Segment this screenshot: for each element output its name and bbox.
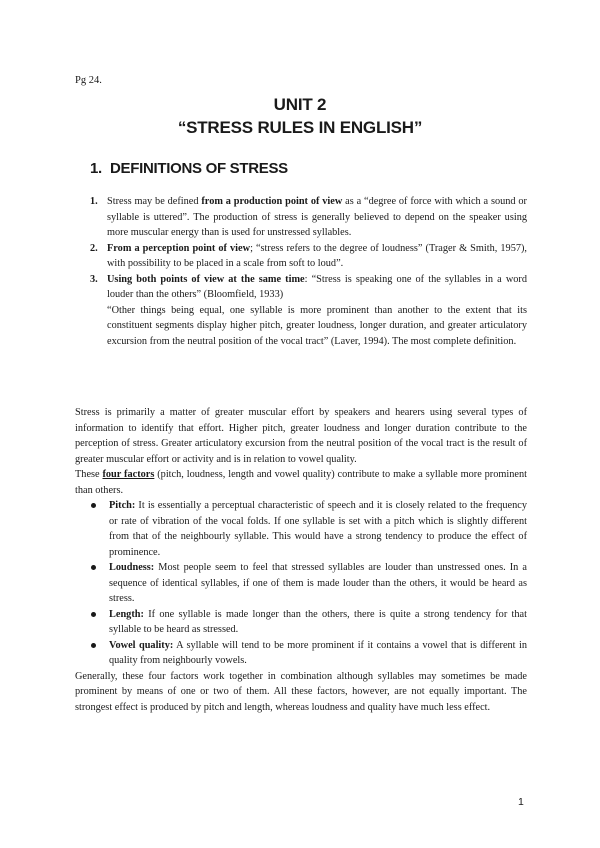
paragraph-stress-effort: Stress is primarily a matter of greater muscular effort by speakers and hearers using several types of information to identify that effort. Higher pitch, greater loudness and longer duration contribute to the perception of stress. Greater articulatory excursion from the neutral position of the vocal tract is the result of greater muscular effort or activity and is in relation to vowel quality. [75,407,527,465]
body-text [75,405,527,715]
bullet-icon [91,612,96,617]
factor-item [75,607,527,638]
unit-subtitle: “STRESS RULES IN ENGLISH” [177,118,423,137]
bullet-icon [91,565,96,570]
factor-item [75,638,527,669]
definition-text: : “Stress is speaking one of the syllables in a word louder than the others” (Bloomfield, 1933) [107,273,528,300]
definition-item [90,194,527,241]
paragraph-conclusion: Generally, these four factors work together in combination although syllables may sometimes be made prominent by means of one or two of them. All these factors, however, are not equally important. The strongest effect is produced by pitch and length, whereas loudness and quality have much less effect. [75,670,527,713]
page-title [0,93,600,139]
bullet-icon [91,643,96,648]
factor-text: If one syllable is made longer than the others, there is quite a strong tendency for that syllable to be heard as stressed. [109,608,527,635]
definition-item [90,241,527,272]
definition-term: Using both points of view at the same time [107,273,305,285]
definition-text: as a “degree of force with which a sound or syllable is uttered”. The production of stress is generally believed to depend on the speaker using more muscular energy than is used for unstressed syllables. [107,196,527,238]
section-number: 1. [90,160,102,177]
definition-text: Stress may be defined [107,196,202,207]
factors-list [75,498,527,669]
factor-item [75,498,527,560]
factor-term: Pitch: [109,500,136,511]
section-title: DEFINITIONS OF STRESS [110,160,288,177]
definition-number: 1. [90,196,98,207]
four-factors-emphasis: four factors [102,469,155,480]
factor-term: Length: [109,608,144,620]
factor-term: Vowel quality: [109,639,174,651]
definition-number: 3. [90,273,98,285]
definition-term: From a perception point of view [107,242,251,254]
factor-term: Loudness: [109,562,155,573]
page-number: 1 [518,796,524,808]
factor-text: Most people seem to feel that stressed syllables are louder than unstressed ones. In a sequence of identical syllables, if one of them is made louder than the others, it would be heard as stress. [109,562,527,604]
unit-number: UNIT 2 [273,95,327,114]
definition-term: from a production point of view [201,196,343,207]
factor-item [75,560,527,607]
definition-text: ; “stress refers to the degree of loudness” (Trager & Smith, 1957), with possibility to be placed in a scale from soft to loud”. [107,242,527,269]
section-heading [90,160,288,177]
definition-number: 2. [90,242,98,254]
definition-quote: “Other things being equal, one syllable is more prominent than another to the extent that its constituent segments display higher pitch, greater loudness, longer duration, and greater articulatory excursion from the neutral position of the vocal tract” (Laver, 1994). The most complete definition. [107,304,527,347]
definition-item [90,272,527,350]
page-reference: Pg 24. [75,75,102,86]
bullet-icon [91,503,96,508]
definitions-list [90,194,527,349]
paragraph-factors-intro: These four factors (pitch, loudness, length and vowel quality) contribute to make a syllable more prominent than others. [75,469,527,496]
factor-text: A syllable will tend to be more prominent if it contains a vowel that is different in quality from neighbourly vowels. [109,639,527,666]
factor-text: It is essentially a perceptual characteristic of speech and it is closely related to the frequency or rate of vibration of the vocal folds. If one syllable is set with a pitch which is slightly different from that of the neighbourly syllable. This would have a strong tendency to produce the effect of prominence. [109,500,527,558]
